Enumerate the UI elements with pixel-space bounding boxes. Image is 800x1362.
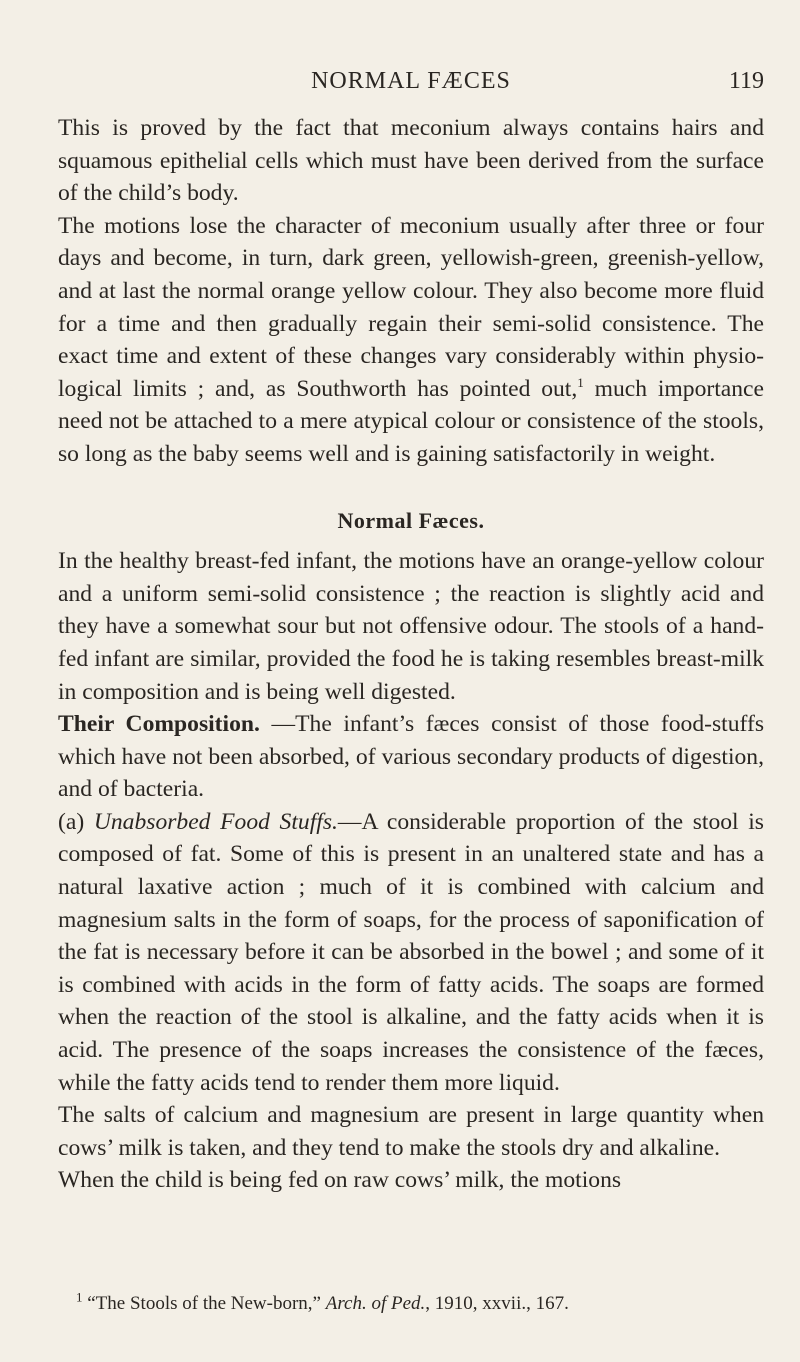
paragraph-composition: [58, 708, 764, 806]
footnote-journal: Arch. of Ped.: [325, 1293, 426, 1314]
page-number: 119: [728, 68, 764, 94]
footnote-marker: 1: [76, 1289, 83, 1305]
paragraph-motions-change: [58, 210, 764, 471]
footnote-text-b: , 1910, xxvii., 167.: [425, 1293, 569, 1314]
paragraph-salts: The salts of calcium and magnesium are present in large quantity when cows’ milk is taken, and they tend to make the stools dry and alkaline.: [58, 1102, 764, 1161]
paragraph-motions-change-text-b: much importance need not be attached to a mere atypical colour or consistence of the stools, so long as the baby seems well and is gaining satisfactorily in weight.: [58, 375, 764, 467]
paragraph-unabsorbed: [58, 806, 764, 1099]
footnote: [76, 1289, 766, 1316]
page-header: [58, 62, 764, 102]
paragraph-unabsorbed-text: —A considerable proportion of the stool is composed of fat. Some of this is present in an unaltered state and has a natural laxative action ; much of it is combined with calcium and magnesium salts in the form of soaps, for the process of saponification of the fat is necessary before it can be absorbed in the bowel ; and some of it is combined with acids in the form of fatty acids. The soaps are formed when the reaction of the stool is alkaline, and the fatty acids when it is acid. The presence of the soaps increases the consistence of the fæces, while the fatty acids tend to render them more liquid.: [58, 808, 764, 1096]
footnote-reference: 1: [577, 374, 584, 390]
subheading-italic: Unabsorbed Food Stuffs.: [93, 808, 338, 835]
section-heading: Normal Fæces.: [337, 507, 485, 533]
paragraph-meconium-proof: This is proved by the fact that meconium always contains hairs and squamous epithelial cells which must have been derived from the surface of the child’s body.: [58, 115, 764, 207]
paragraph-healthy-infant: In the healthy breast-fed infant, the motions have an orange-yellow colour and a uniform semi-solid consistence ; the reaction is slightly acid and they have a somewhat sour but not offensive odour. The stools of a hand-fed infant are similar, provided the food he is taking resembles breast-milk in composition and is being well digested.: [58, 548, 764, 705]
paragraph-raw-milk: When the child is being fed on raw cows’ milk, the motions: [58, 1167, 622, 1194]
paragraph-motions-change-text-a: The motions lose the character of meconium usually after three or four days and become, in turn, dark green, yellowish-green, greenish-yellow, and at last the normal orange yellow colour. They also become more fluid for a time and then gradually regain their semi-solid consistence. The exact time and extent of these changes vary considerably within physio-logical limits ; and, as Southworth has pointed out,: [58, 212, 764, 402]
paragraph-composition-text: —The infant’s fæces consist of those food-stuffs which have not been absorbed, of various secondary products of digestion, and of bacteria.: [58, 711, 764, 803]
list-label: (a): [58, 808, 94, 835]
run-in-heading: Their Composition.: [58, 711, 260, 738]
body-text: [58, 112, 764, 1197]
footnote-text-a: “The Stools of the New-born,”: [82, 1293, 326, 1314]
running-head: NORMAL FÆCES: [311, 68, 511, 94]
